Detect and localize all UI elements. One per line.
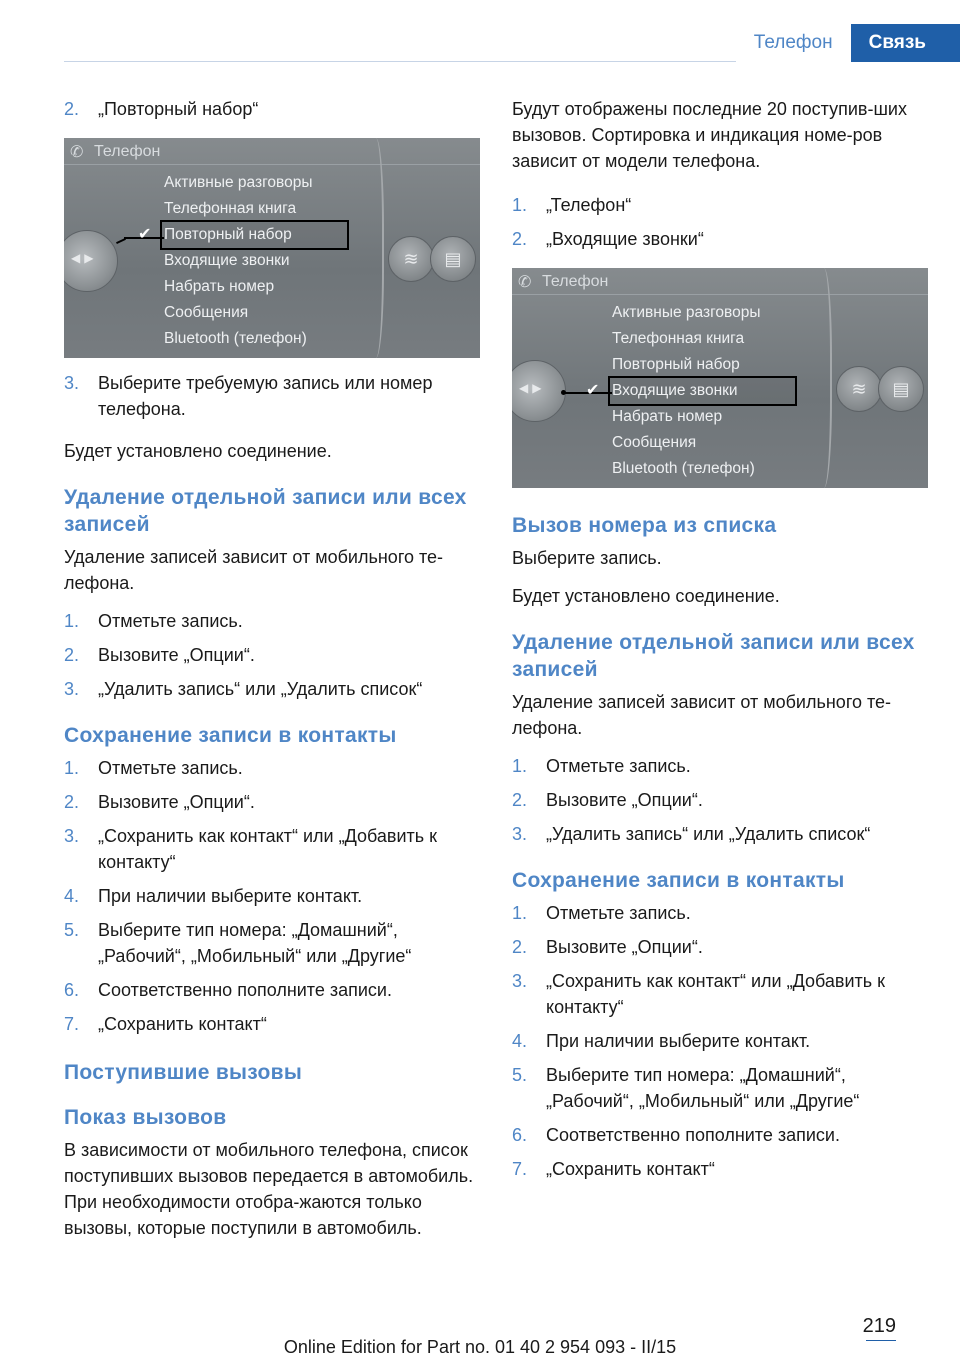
list-item (64, 96, 480, 122)
phone-menu-icon: ✆ (70, 144, 84, 161)
list-item (512, 1122, 928, 1148)
step-number: 1. (512, 903, 528, 923)
connect-paragraph: Будет установлено соединение. (512, 586, 780, 606)
list-item (64, 755, 480, 781)
step-number: 1. (64, 758, 80, 778)
step-number: 6. (512, 1125, 528, 1145)
screen-arc (368, 138, 384, 358)
step-number: 5. (512, 1065, 528, 1085)
step-text: Вызовите „Опции“. (546, 937, 703, 957)
step-text: Отметьте запись. (98, 611, 243, 631)
list-item (512, 934, 928, 960)
menu-item[interactable]: Сообщения (164, 304, 249, 321)
step-number: 3. (64, 373, 80, 393)
heading-save-contacts: Сохранение записи в контакты (64, 724, 397, 747)
heading-call-from-list: Вызов номера из списка (512, 514, 777, 537)
menu-item[interactable]: Набрать номер (164, 278, 275, 295)
list-item (512, 1028, 928, 1054)
heading-save-contacts: Сохранение записи в контакты (512, 869, 845, 892)
page-number: 219 (862, 1315, 896, 1337)
right-column (512, 96, 928, 1198)
step-text: „Входящие звонки“ (546, 229, 704, 249)
step-text: При наличии выберите контакт. (98, 886, 363, 906)
step-text: „Удалить запись“ или „Удалить список“ (98, 679, 423, 699)
list-item (64, 1011, 480, 1037)
step-number: 3. (64, 826, 80, 846)
list-item (512, 1062, 928, 1114)
select-paragraph: Выберите запись. (512, 548, 662, 568)
list-item (64, 917, 480, 969)
step-number: 2. (512, 229, 528, 249)
save-steps-list (512, 900, 928, 1182)
idrive-screen-redial (64, 138, 480, 358)
heading-delete-entries: Удаление отдельной записи или всех записей (512, 631, 915, 681)
step-text: „Сохранить контакт“ (546, 1159, 715, 1179)
screen-title-divider (512, 294, 928, 295)
menu-item[interactable]: Активные разговоры (612, 304, 761, 321)
list-item (512, 753, 928, 779)
knob-arrows-icon: ◀▶ (71, 251, 98, 265)
menu-item-selected[interactable] (138, 222, 347, 248)
step-text: Соответственно пополните записи. (546, 1125, 840, 1145)
tab-chapter[interactable]: Связь (851, 24, 960, 62)
step-text: Выберите тип номера: „Домашний“, „Рабочий“, „Мобильный“ или „Другие“ (98, 920, 412, 966)
step-number: 2. (512, 937, 528, 957)
tone-control-icon[interactable]: ▤ (878, 366, 924, 412)
edition-footer: Online Edition for Part no. 01 40 2 954 093 - II/15 (283, 1337, 677, 1357)
list-item (64, 883, 480, 909)
list-item (64, 823, 480, 875)
menu-item[interactable]: Телефонная книга (612, 330, 745, 347)
step-text: Отметьте запись. (98, 758, 243, 778)
step-number: 2. (64, 645, 80, 665)
header-rule (64, 61, 736, 62)
step-text: „Сохранить контакт“ (98, 1014, 267, 1034)
step-number: 6. (64, 980, 80, 1000)
menu-item-selected[interactable] (586, 378, 795, 404)
step-number: 1. (512, 756, 528, 776)
header-tabs (736, 24, 960, 62)
menu-item[interactable]: Активные разговоры (164, 174, 313, 191)
screen-menu (586, 300, 795, 482)
step-text: Соответственно пополните записи. (98, 980, 392, 1000)
list-item (512, 900, 928, 926)
step-number: 2. (64, 792, 80, 812)
show-calls-paragraph: В зависимости от мобильного телефона, список поступивших вызовов передается в автомобиль. При необходимости отобра-жаются только вызовы, которые поступили в автомобиль. (64, 1140, 474, 1238)
list-item (512, 226, 928, 252)
step-number: 3. (512, 824, 528, 844)
heading-delete-entries: Удаление отдельной записи или всех записей (64, 486, 467, 536)
step-text: При наличии выберите контакт. (546, 1031, 811, 1051)
delete-paragraph: Удаление записей зависит от мобильного те-лефона. (512, 692, 892, 738)
menu-item-label: Входящие звонки (612, 382, 738, 399)
steps-list-right-1 (512, 192, 928, 252)
step-text: „Сохранить как контакт“ или „Добавить к контакту“ (546, 971, 886, 1017)
list-item (64, 370, 480, 422)
controller-knob (512, 360, 566, 422)
list-item (512, 192, 928, 218)
checkmark-icon: ✔ (586, 382, 600, 399)
step-text: Вызовите „Опции“. (546, 790, 703, 810)
screen-title: Телефон (94, 143, 161, 160)
step-number: 1. (512, 195, 528, 215)
menu-item[interactable]: Сообщения (612, 434, 697, 451)
step-text: „Удалить запись“ или „Удалить список“ (546, 824, 871, 844)
list-item (64, 977, 480, 1003)
tone-control-icon[interactable]: ▤ (430, 236, 476, 282)
screen-title: Телефон (542, 273, 609, 290)
step-number: 4. (512, 1031, 528, 1051)
last20-paragraph: Будут отображены последние 20 поступив-ших вызовов. Сортировка и индикация номе-ров зависит от модели телефона. (512, 99, 907, 171)
delete-paragraph: Удаление записей зависит от мобильного те-лефона. (64, 547, 444, 593)
knob-arrows-icon: ◀▶ (519, 381, 546, 395)
list-item (512, 1156, 928, 1182)
list-item (512, 968, 928, 1020)
step-text: „Сохранить как контакт“ или „Добавить к контакту“ (98, 826, 438, 872)
step-number: 5. (64, 920, 80, 940)
save-steps-list (64, 755, 480, 1037)
step-text: Вызовите „Опции“. (98, 792, 255, 812)
list-item (64, 676, 480, 702)
step-text: Вызовите „Опции“. (98, 645, 255, 665)
menu-item[interactable]: Повторный набор (612, 356, 740, 373)
menu-item-label: Повторный набор (164, 226, 292, 243)
list-item (64, 642, 480, 668)
step-number: 7. (64, 1014, 80, 1034)
voice-control-icon[interactable]: ≋ (388, 236, 434, 282)
screen-title-divider (64, 164, 480, 165)
left-column (64, 96, 480, 1253)
step-text: Отметьте запись. (546, 756, 691, 776)
step-number: 2. (64, 99, 80, 119)
menu-item[interactable]: Bluetooth (телефон) (612, 460, 755, 477)
heading-incoming-calls: Поступившие вызовы (64, 1061, 303, 1084)
step-number: 4. (64, 886, 80, 906)
step-number: 1. (64, 611, 80, 631)
step-number: 3. (512, 971, 528, 991)
delete-steps-list (512, 753, 928, 847)
menu-item[interactable]: Телефонная книга (164, 200, 297, 217)
screen-arc (816, 268, 832, 488)
list-item (512, 787, 928, 813)
connect-paragraph: Будет установлено соединение. (64, 441, 332, 461)
heading-show-calls: Показ вызовов (64, 1106, 227, 1129)
checkmark-icon: ✔ (138, 226, 152, 243)
list-item (64, 789, 480, 815)
screen-menu (138, 170, 347, 352)
controller-knob (64, 230, 118, 292)
step-text: „Повторный набор“ (98, 99, 259, 119)
steps-list-2 (64, 370, 480, 422)
step-number: 2. (512, 790, 528, 810)
step-text: Выберите тип номера: „Домашний“, „Рабочий“, „Мобильный“ или „Другие“ (546, 1065, 860, 1111)
menu-item[interactable]: Bluetooth (телефон) (164, 330, 307, 347)
step-number: 3. (64, 679, 80, 699)
step-text: Выберите требуемую запись или номер телефона. (98, 373, 433, 419)
list-item (64, 608, 480, 634)
delete-steps-list (64, 608, 480, 702)
list-item (512, 821, 928, 847)
voice-control-icon[interactable]: ≋ (836, 366, 882, 412)
tab-section[interactable]: Телефон (736, 24, 851, 62)
phone-menu-icon: ✆ (518, 274, 532, 291)
menu-item[interactable]: Входящие звонки (164, 252, 290, 269)
menu-item[interactable]: Набрать номер (612, 408, 723, 425)
steps-list-1 (64, 96, 480, 122)
step-text: Отметьте запись. (546, 903, 691, 923)
step-text: „Телефон“ (546, 195, 632, 215)
idrive-screen-incoming (512, 268, 928, 488)
step-number: 7. (512, 1159, 528, 1179)
